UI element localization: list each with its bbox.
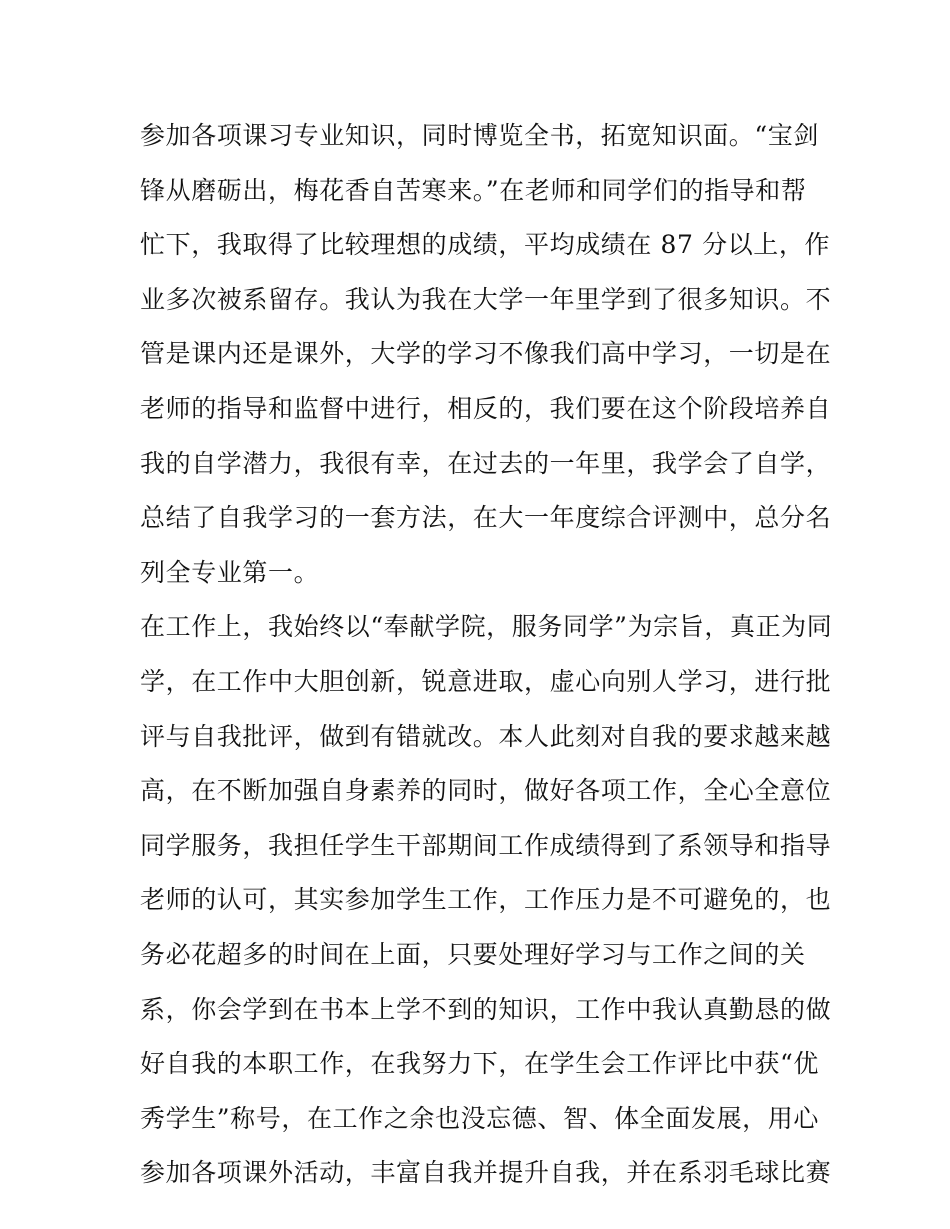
text-line: 秀学生”称号，在工作之余也没忘德、智、体全面发展，用心 (140, 1103, 819, 1133)
text-line: 老师的认可，其实参加学生工作，工作压力是不可避免的，也 (140, 885, 832, 915)
text-line: 管是课内还是课外，大学的学习不像我们高中学习，一切是在 (140, 339, 832, 369)
text-line: 总结了自我学习的一套方法，在大一年度综合评测中，总分名 (140, 503, 832, 533)
text-line: 在工作上，我始终以“奉献学院，服务同学”为宗旨，真正为同 (140, 612, 833, 642)
text-line: 参加各项课习专业知识，同时博览全书，拓宽知识面。“宝剑 (140, 121, 819, 150)
text-line: 参加各项课外活动，丰富自我并提升自我，并在系羽毛球比赛 (140, 1158, 832, 1188)
text-line: 忙下，我取得了比较理想的成绩，平均成绩在 87 分以上，作 (140, 230, 831, 260)
text-line: 锋从磨砺出，梅花香自苦寒来。”在老师和同学们的指导和帮 (140, 175, 807, 205)
text-line: 列全专业第一。 (140, 557, 320, 587)
text-line: 好自我的本职工作，在我努力下，在学生会工作评比中获“优 (140, 1049, 819, 1079)
text-line: 老师的指导和监督中进行，相反的，我们要在这个阶段培养自 (140, 393, 832, 423)
text-line: 同学服务，我担任学生干部期间工作成绩得到了系领导和指导 (140, 830, 832, 860)
text-line: 评与自我批评，做到有错就改。本人此刻对自我的要求越来越 (140, 721, 832, 751)
body-text (140, 109, 833, 1201)
text-line: 高，在不断加强自身素养的同时，做好各项工作，全心全意位 (140, 776, 832, 806)
text-line: 务必花超多的时间在上面，只要处理好学习与工作之间的关 (140, 939, 806, 969)
text-line: 业多次被系留存。我认为我在大学一年里学到了很多知识。不 (140, 284, 832, 314)
text-line: 系，你会学到在书本上学不到的知识，工作中我认真勤恳的做 (140, 994, 832, 1024)
text-line: 我的自学潜力，我很有幸，在过去的一年里，我学会了自学， (140, 448, 832, 478)
text-line: 学，在工作中大胆创新，锐意进取，虚心向别人学习，进行批 (140, 666, 832, 696)
